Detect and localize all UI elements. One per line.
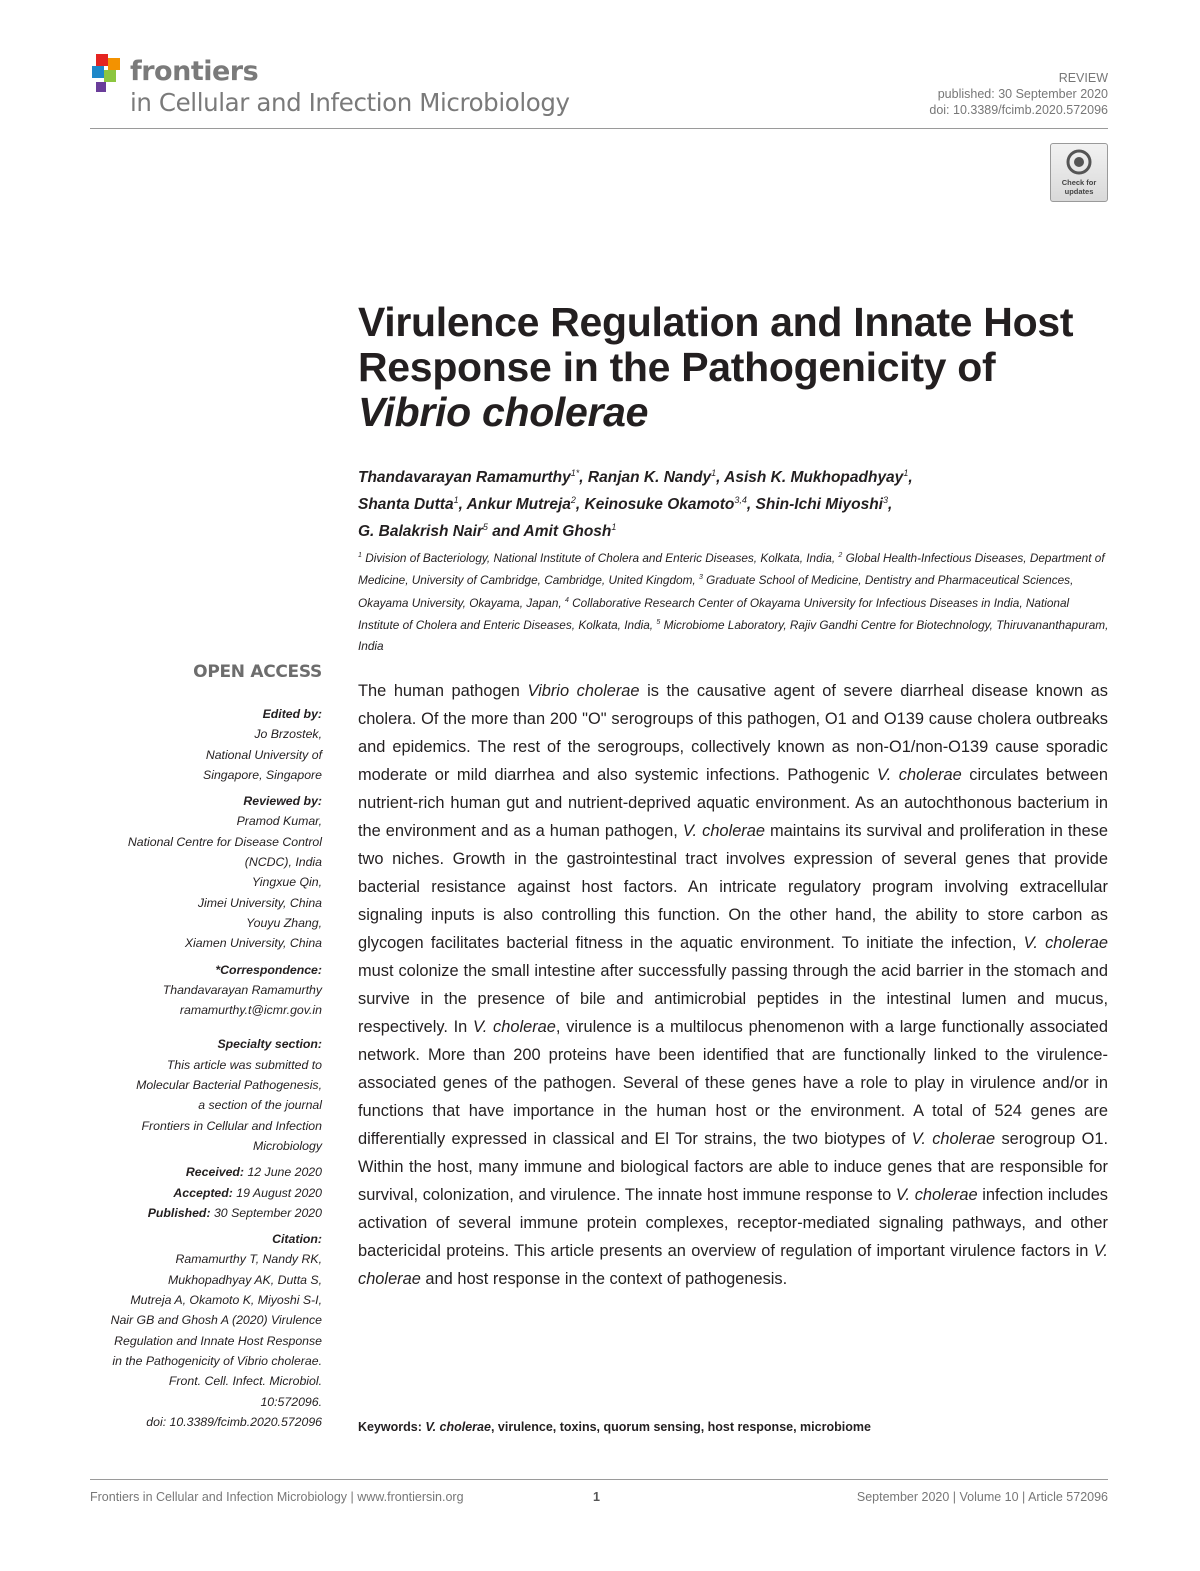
article-meta xyxy=(929,70,1108,118)
published-date: published: 30 September 2020 xyxy=(937,87,1108,101)
abstract: The human pathogen Vibrio cholerae is the causative agent of severe diarrheal disease known as cholera. Of the more than 200 "O" serogroups of this pathogen, O1 and O139 cause cholera outbreaks and epidemics. The rest of the serogroups, collectively known as non-O1/non-O139 cause sporadic moderate or mild diarrhea and also systemic infections. Pathogenic V. cholerae circulates between nutrient-rich human gut and nutrient-deprived aquatic environment. As an autochthonous bacterium in the environment and as a human pathogen, V. cholerae maintains its survival and proliferation in these two niches. Growth in the gastrointestinal tract involves expression of several genes that provide bacterial resistance against host factors. An intricate regulatory program involving extracellular signaling inputs is also controlling this function. On the other hand, the ability to store carbon as glycogen facilitates bacterial fitness in the aquatic environment. To initiate the infection, V. cholerae must colonize the small intestine after successfully passing through the acid barrier in the stomach and survive in the presence of bile and antimicrobial peptides in the intestinal lumen and mucus, respectively. In V. cholerae, virulence is a multilocus phenomenon with a large functionally associated network. More than 200 proteins have been identified that are functionally linked to the virulence-associated genes of the pathogen. Several of these genes have a role to play in virulence and/or in functions that have importance in the human host or the environment. A total of 524 genes are differentially expressed in classical and El Tor strains, the two biotypes of V. cholerae serogroup O1. Within the host, many immune and biological factors are able to induce genes that are responsible for survival, colonization, and virulence. The innate host immune response to V. cholerae infection includes activation of several immune protein complexes, receptor-mediated signaling pathways, and other bactericidal proteins. This article presents an overview of regulation of important virulence factors in V. cholerae and host response in the context of pathogenesis. xyxy=(358,682,1109,1288)
correspondence-email-link[interactable]: ramamurthy.t@icmr.gov.in xyxy=(179,1003,322,1018)
title-line-3: Vibrio cholerae xyxy=(358,389,649,435)
author-name[interactable]: Ankur Mutreja xyxy=(466,496,571,514)
received-date: 12 June 2020 xyxy=(247,1165,322,1180)
frontiers-logo-icon xyxy=(90,52,130,96)
affiliation-item: Microbiome Laboratory, Rajiv Gandhi Centre for Biotechnology, Thiruvananthapuram, India xyxy=(358,618,1109,653)
affiliation-item: Division of Bacteriology, National Institute of Cholera and Enteric Diseases, Kolkata, India, xyxy=(365,550,839,565)
dates-section: Received: 12 June 2020 Accepted: 19 August 2020 Published: 30 September 2020 xyxy=(147,1165,322,1220)
published-date-sidebar: 30 September 2020 xyxy=(213,1205,322,1220)
author-name[interactable]: Thandavarayan Ramamurthy xyxy=(358,469,571,487)
author-name[interactable]: Shanta Dutta xyxy=(358,496,454,514)
keywords xyxy=(358,1420,1118,1434)
page-number: 1 xyxy=(593,1490,600,1504)
reviewed-by-section: Reviewed by: Pramod Kumar, National Centre for Disease Control (NCDC), India Yingxue Qin, Jimei University, China Youyu Zhang, Xiamen University, China xyxy=(127,794,322,951)
article-title xyxy=(358,300,1118,435)
header-divider xyxy=(90,128,1108,129)
logo-wordmark: frontiers xyxy=(130,56,259,87)
footer-divider xyxy=(90,1479,1108,1480)
title-line-2: Response in the Pathogenicity of xyxy=(358,344,996,390)
correspondence-section: *Correspondence: Thandavarayan Ramamurthy ramamurthy.t@icmr.gov.in xyxy=(90,960,322,1021)
author-name[interactable]: Asish K. Mukhopadhyay xyxy=(724,469,904,487)
affiliation-item: Global Health-Infectious Diseases, Department of Medicine, University of Cambridge, Cambridge, United Kingdom, xyxy=(358,550,1105,588)
check-for-updates-button[interactable] xyxy=(1050,143,1108,202)
journal-name: in Cellular and Infection Microbiology xyxy=(130,88,570,117)
author-name[interactable]: Ranjan K. Nandy xyxy=(587,469,712,487)
keywords-label: Keywords: xyxy=(358,1420,422,1434)
check-updates-label-2: updates xyxy=(1064,187,1094,196)
author-name[interactable]: G. Balakrish Nair xyxy=(358,523,483,541)
specialty-section: Specialty section: This article was submitted to Molecular Bacterial Pathogenesis, a section of the journal Frontiers in Cellular and Infection Microbiology xyxy=(136,1037,322,1153)
citation-section: Citation: Ramamurthy T, Nandy RK, Mukhopadhyay AK, Dutta S, Mutreja A, Okamoto K, Miyoshi S-I, Nair GB and Ghosh A (2020) Virulence Regulation and Innate Host Response in the Pathogenicity of Vibrio cholerae. Front. Cell. Infect. Microbiol. 10:572096. doi: 10.3389/fcimb.2020.572096 xyxy=(90,1229,322,1432)
edited-by-section: Edited by: Jo Brzostek, National University of Singapore, Singapore xyxy=(203,707,322,782)
author-name[interactable]: Amit Ghosh xyxy=(523,523,612,541)
author-name[interactable]: Keinosuke Okamoto xyxy=(584,496,735,514)
open-access-label: OPEN ACCESS xyxy=(193,662,322,682)
footer-journal-link[interactable]: Frontiers in Cellular and Infection Microbiology | www.frontiersin.org xyxy=(90,1490,464,1504)
affiliation-item: Graduate School of Medicine, Dentistry and Pharmaceutical Sciences, Okayama University, Okayama, Japan, xyxy=(358,573,1074,610)
journal-logo xyxy=(90,50,610,125)
check-updates-icon xyxy=(1066,149,1092,175)
footer-volume-info: September 2020 | Volume 10 | Article 572096 xyxy=(856,1490,1108,1504)
title-line-1: Virulence Regulation and Innate Host xyxy=(358,299,1074,345)
keyword-item: V. cholerae xyxy=(425,1420,491,1434)
keyword-list: , virulence, toxins, quorum sensing, host response, microbiome xyxy=(490,1420,871,1434)
accepted-date: 19 August 2020 xyxy=(236,1185,322,1200)
check-updates-label-1: Check for xyxy=(1061,178,1097,187)
affiliations: $^1$ Division of Bacteriology, National Institute of Cholera and Enteric Diseases, Kolkata, India, $^2$ Global Health-Infectious Diseases, Department of Medicine, University of Cambridge, Cambridge, United Kingdom, $^3$ Graduate School of Medicine, Dentistry and Pharmaceutical Sciences, Okayama University, Okayama, Japan, $^4$ Collaborative Research Center of Okayama University for Infectious Diseases in India, National Institute of Cholera and Enteric Diseases, Kolkata, India, $^5$ Microbiome Laboratory, Rajiv Gandhi Centre for Biotechnology, Thiruvananthapuram, India xyxy=(358,550,1109,653)
article-doi[interactable]: doi: 10.3389/fcimb.2020.572096 xyxy=(929,103,1108,117)
affiliation-item: Collaborative Research Center of Okayama University for Infectious Diseases in India, National Institute of Cholera and Enteric Diseases, Kolkata, India, xyxy=(358,595,1070,633)
citation-doi-link[interactable]: doi: 10.3389/fcimb.2020.572096 xyxy=(146,1414,322,1429)
article-sidebar xyxy=(90,660,322,1438)
article-type: REVIEW xyxy=(1058,71,1108,85)
author-list: Thandavarayan Ramamurthy$^{1*}$, Ranjan K. Nandy$^1$, Asish K. Mukhopadhyay$^1$, Shanta Dutta$^1$, Ankur Mutreja$^2$, Keinosuke Okamoto$^{3,4}$, Shin-Ichi Miyoshi$^3$, G. Balakrish Nair$^5$ and Amit Ghosh$^1$ xyxy=(358,468,913,541)
author-name[interactable]: Shin-Ichi Miyoshi xyxy=(755,496,883,514)
